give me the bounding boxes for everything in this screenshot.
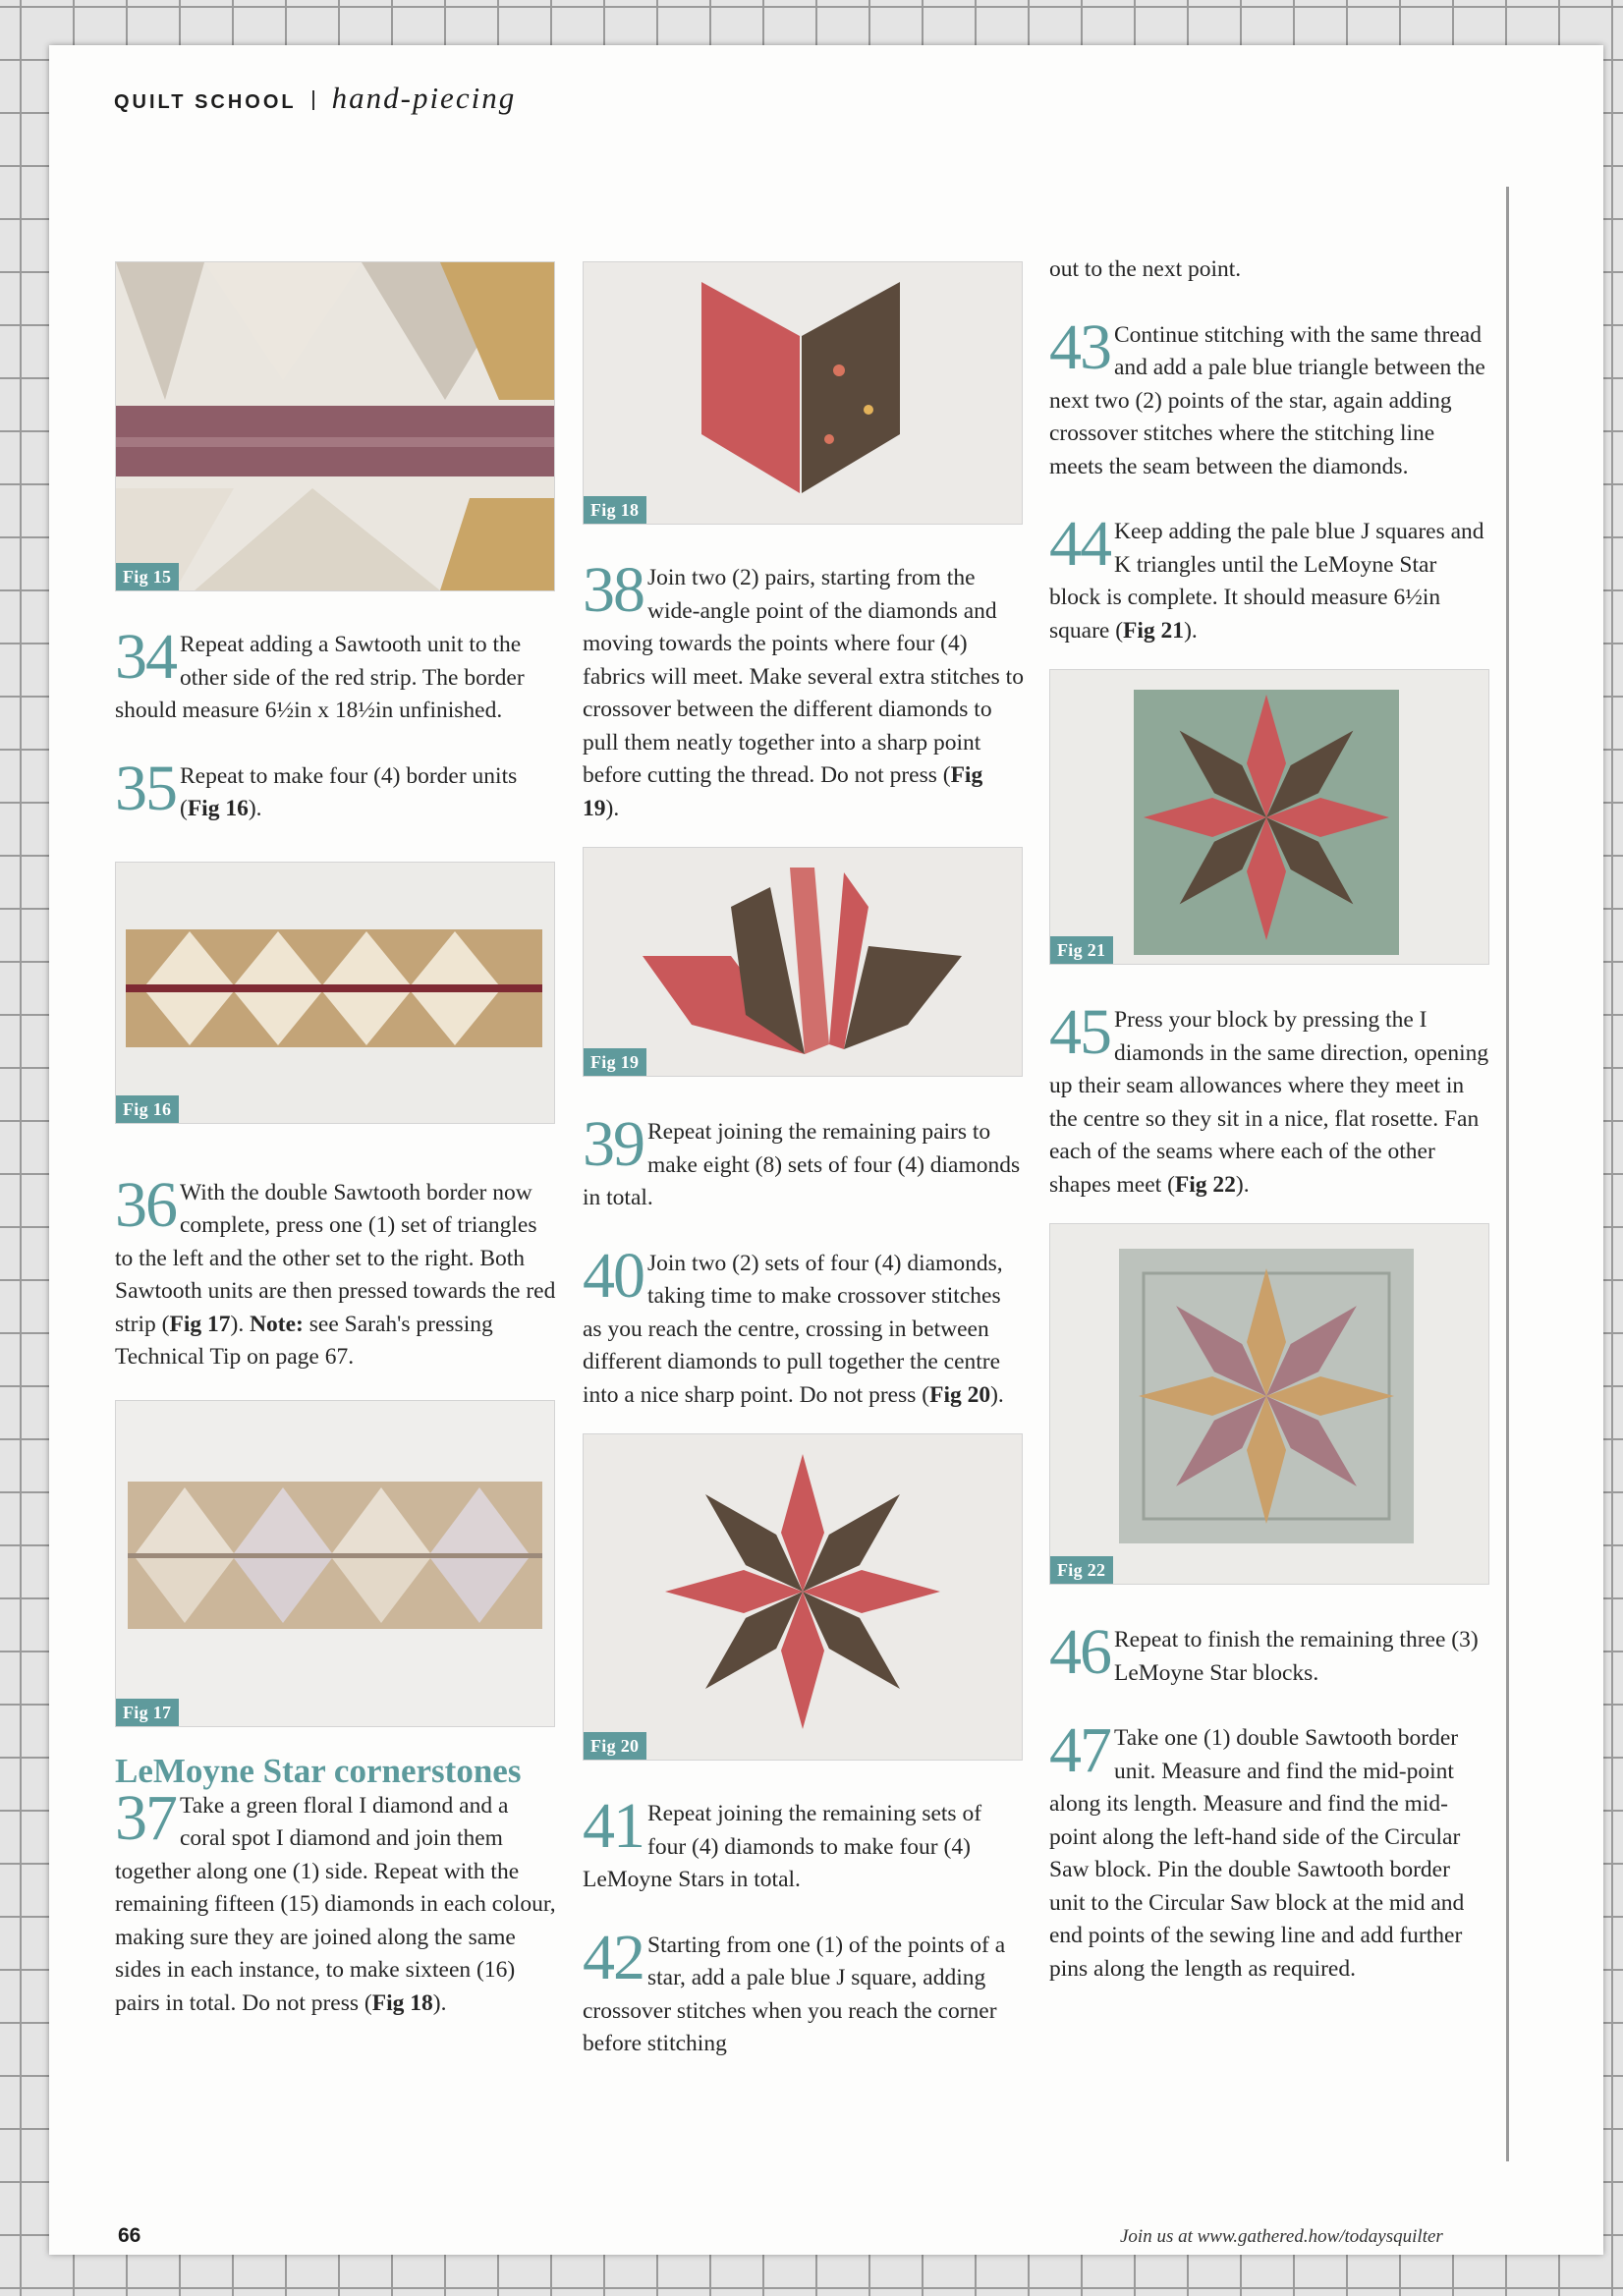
step-47 (1049, 1714, 1491, 1986)
step-34 (115, 621, 557, 728)
step-37-number: 37 (115, 1781, 176, 1854)
magazine-page (49, 45, 1603, 2255)
step-37-text-end: ). (432, 1989, 447, 2016)
step-45 (1049, 996, 1491, 1202)
fig17-photo (116, 1401, 554, 1726)
column-rule (1506, 187, 1509, 2161)
step-34-number: 34 (115, 621, 176, 693)
step-35-text: Repeat to make four (4) border units ( (180, 762, 518, 821)
step-45-text: Press your block by pressing the I diamonds in the same direction, opening up their seam allowances where they meet in the centre so they sit in a nice, flat rosette. Fan each of the seams where each of the other shapes meet ( (1049, 1007, 1489, 1198)
column-1 (115, 261, 557, 2020)
step-35-text-end: ). (248, 796, 262, 821)
step-39-number: 39 (583, 1108, 644, 1180)
step-42-number: 42 (583, 1921, 644, 1993)
figure-16 (115, 862, 555, 1124)
step-36-text: With the double Sawtooth border now complete, press one (1) set of triangles to the left and the other set to the right. Both Sawtooth units are then pressed towards the red strip ( (115, 1179, 556, 1337)
step-46-text: Repeat to finish the remaining three (3) LeMoyne Star blocks. (1114, 1627, 1479, 1686)
fig16-label: Fig 16 (116, 1095, 179, 1123)
step-45-number: 45 (1049, 996, 1110, 1068)
figure-22 (1049, 1223, 1489, 1585)
step-40-number: 40 (583, 1239, 644, 1312)
fig21-photo (1050, 670, 1488, 964)
column-3 (1049, 256, 1491, 1986)
step-39 (583, 1108, 1025, 1215)
fig21-label: Fig 21 (1050, 936, 1113, 964)
step-43-number: 43 (1049, 310, 1110, 383)
step-37-text: Take a green floral I diamond and a coral spot I diamond and join them together along one (1) side. Repeat with the remaining fifteen (15) diamonds in each colour, making sure they are joined along the same sides in each instance, to make sixteen (16) pairs in total. Do not press ( (115, 1792, 556, 2016)
step-38 (583, 554, 1025, 825)
figure-20 (583, 1433, 1023, 1761)
topic-title: hand-piecing (331, 81, 517, 115)
step-44-fig-ref: Fig 21 (1123, 617, 1185, 644)
fig17-label: Fig 17 (116, 1699, 179, 1726)
step-41 (583, 1790, 1025, 1897)
step-38-text: Join two (2) pairs, starting from the wide-angle point of the diamonds and moving towards the points where four (4) fabrics will meet. Make several extra stitches to crossover between the different diamonds to pull them neatly together into a sharp point before cutting the thread. Do not press ( (583, 565, 1024, 788)
header-divider (312, 90, 314, 110)
step-34-text: Repeat adding a Sawtooth unit to the other side of the red strip. The border should measure 6½in x 18½in unfinished. (115, 632, 525, 723)
step-42 (583, 1921, 1025, 2061)
step-43 (1049, 310, 1491, 484)
figure-19 (583, 847, 1023, 1077)
series-title: QUILT SCHOOL (114, 91, 297, 113)
page-number: 66 (118, 2224, 141, 2247)
figure-15 (115, 261, 555, 591)
step-42-continued: out to the next point. (1049, 256, 1242, 282)
step-43-text: Continue stitching with the same thread and add a pale blue triangle between the next two (2) points of the star, again adding crossover stitches where the stitching line meets the seam between the diamonds. (1049, 321, 1485, 479)
figure-17 (115, 1400, 555, 1727)
step-47-number: 47 (1049, 1714, 1110, 1786)
fig18-label: Fig 18 (584, 496, 646, 524)
step-40-text-end: ). (990, 1381, 1004, 1408)
step-40-fig-ref: Fig 20 (929, 1381, 991, 1408)
footer-link[interactable]: Join us at www.gathered.how/todaysquilter (1120, 2226, 1443, 2247)
step-35-number: 35 (115, 752, 176, 824)
figure-21 (1049, 669, 1489, 965)
step-37 (115, 1781, 557, 2021)
fig19-photo (584, 848, 1022, 1076)
fig15-label: Fig 15 (116, 563, 179, 590)
column-2 (583, 261, 1025, 2061)
step-45-text-end: ). (1235, 1171, 1250, 1198)
step-44-text: Keep adding the pale blue J squares and K triangles until the LeMoyne Star block is complete. It should measure 6½in square ( (1049, 519, 1484, 644)
figure-18 (583, 261, 1023, 525)
step-36-fig-ref: Fig 17 (169, 1311, 231, 1337)
step-42-text: Starting from one (1) of the points of a star, add a pale blue J square, adding crossover stitches when you reach the corner before stitching (583, 1932, 1006, 2056)
step-40 (583, 1239, 1025, 1413)
step-35 (115, 752, 557, 826)
fig20-photo (584, 1434, 1022, 1760)
fig16-photo (116, 863, 554, 1123)
step-36-text-mid: ). (230, 1311, 251, 1337)
step-36-text-end: see Sarah's pressing Technical Tip on page 67. (115, 1311, 493, 1370)
step-35-fig-ref: Fig 16 (187, 796, 249, 821)
section-heading: LeMoyne Star cornerstones (115, 1751, 522, 1790)
step-41-text: Repeat joining the remaining sets of four (4) diamonds to make four (4) LeMoyne Stars in total. (583, 1801, 982, 1892)
step-44 (1049, 508, 1491, 647)
fig19-label: Fig 19 (584, 1048, 646, 1076)
step-44-number: 44 (1049, 508, 1110, 580)
step-37-fig-ref: Fig 18 (371, 1989, 433, 2016)
step-36-number: 36 (115, 1168, 176, 1241)
step-46-number: 46 (1049, 1616, 1110, 1688)
fig18-photo (584, 262, 1022, 524)
step-45-fig-ref: Fig 22 (1174, 1171, 1236, 1198)
step-41-number: 41 (583, 1790, 644, 1862)
step-46 (1049, 1616, 1491, 1690)
fig20-label: Fig 20 (584, 1732, 646, 1760)
step-40-text: Join two (2) sets of four (4) diamonds, taking time to make crossover stitches as you reach the centre, crossing in between different diamonds to pull together the centre into a nice sharp point. Do not press ( (583, 1250, 1003, 1408)
fig15-photo (116, 262, 554, 590)
fig22-label: Fig 22 (1050, 1556, 1113, 1584)
running-header (114, 81, 516, 116)
step-44-text-end: ). (1184, 617, 1198, 644)
step-38-fig-ref: Fig 19 (583, 762, 983, 821)
step-36 (115, 1168, 557, 1374)
fig22-photo (1050, 1224, 1488, 1584)
step-38-text-end: ). (605, 795, 620, 821)
step-47-text: Take one (1) double Sawtooth border unit. Measure and find the mid-point along its length. Measure and find the mid-point along the left-hand side of the Circular Saw block. Pin the double Sawtooth border unit to the Circular Saw block at the mid and end points of the sewing line and add further pins along the length as required. (1049, 1725, 1465, 1982)
step-38-number: 38 (583, 554, 644, 626)
step-36-note-label: Note: (250, 1311, 304, 1337)
step-39-text: Repeat joining the remaining pairs to make eight (8) sets of four (4) diamonds in total. (583, 1119, 1021, 1210)
